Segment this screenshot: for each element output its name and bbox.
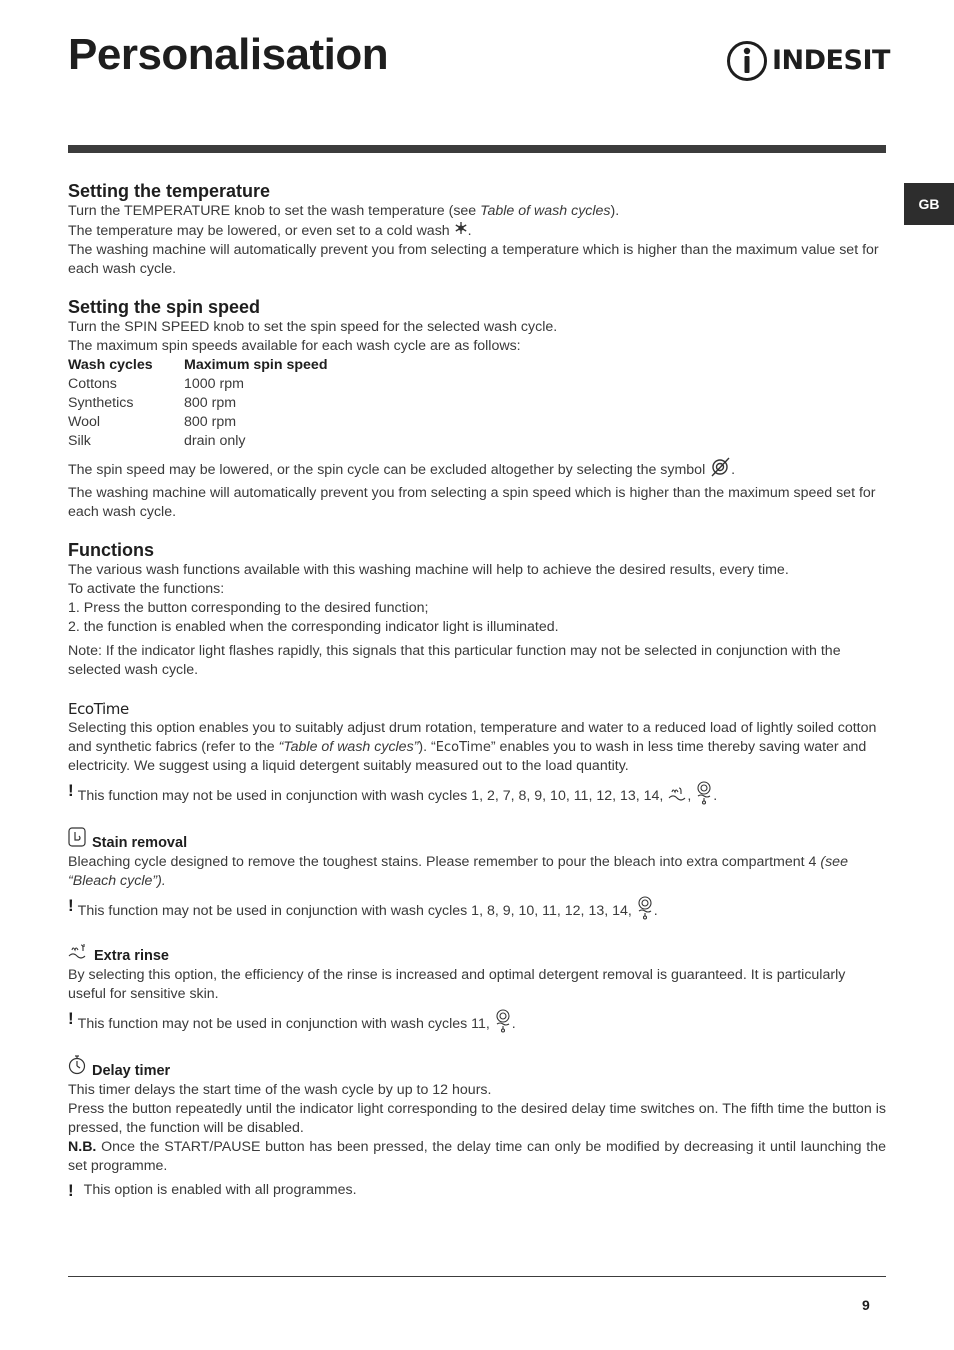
footer-divider	[68, 1276, 886, 1277]
delay-timer-header	[68, 1055, 886, 1081]
delay-timer-nb: N.B. Once the START/PAUSE button has been pressed, the delay time can only be modified by decreasing it until launching the set programme.	[68, 1139, 886, 1174]
language-tab: GB	[904, 183, 954, 225]
stain-removal-warning: ! This function may not be used in conjunction with wash cycles 1, 8, 9, 10, 11, 12, 13, 14, .	[68, 896, 886, 926]
stain-removal-header	[68, 827, 886, 853]
extra-rinse-heading: Extra rinse	[94, 948, 169, 964]
indesit-logo	[726, 40, 890, 82]
table-cell: Synthetics	[68, 395, 134, 411]
extra-rinse-paragraph: By selecting this option, the efficiency of the rinse is increased and optimal detergent removal is guaranteed. It is particularly useful for sensitive skin.	[68, 967, 846, 1002]
spin-paragraph-4: The washing machine will automatically prevent you from selecting a spin speed which is higher than the maximum speed set for each wash cycle.	[68, 485, 876, 520]
page-title: Personalisation	[68, 30, 389, 79]
stain-removal-icon	[68, 827, 86, 853]
spin-paragraph-3: The spin speed may be lowered, or the spin cycle can be excluded altogether by selecting the symbol .	[68, 456, 886, 484]
temperature-paragraph-2: The temperature may be lowered, or even set to a cold wash .	[68, 221, 886, 241]
table-cell: 800 rpm	[184, 414, 237, 430]
delay-timer-warning-text: This option is enabled with all programmes.	[83, 1182, 357, 1198]
table-cell: Cottons	[68, 376, 117, 392]
warning-icon: !	[68, 896, 74, 915]
extra-rinse-icon	[68, 942, 88, 966]
table-cell: 800 rpm	[184, 395, 237, 411]
functions-paragraph-1: The various wash functions available with this washing machine will help to achieve the desired results, every time.	[68, 562, 789, 578]
table-header: Maximum spin speed	[184, 357, 328, 373]
hand-wash-icon	[667, 784, 687, 808]
table-header: Wash cycles	[68, 357, 153, 373]
extra-rinse-warning: ! This function may not be used in conjunction with wash cycles 11, .	[68, 1009, 886, 1039]
functions-heading: Functions	[68, 540, 154, 560]
stain-removal-heading: Stain removal	[92, 835, 188, 851]
table-cell: drain only	[184, 433, 246, 449]
spin-paragraph-1: Turn the SPIN SPEED knob to set the spin speed for the selected wash cycle.	[68, 319, 558, 335]
table-cell: Wool	[68, 414, 101, 430]
delay-timer-heading: Delay timer	[92, 1063, 171, 1079]
ecotime-paragraph: Selecting this option enables you to suitably adjust drum rotation, temperature and water to a reduced load of lightly soiled cotton and synthetic fabrics (refer to the “Table of wash cycles”). “EcoTime” enables you to wash in less time thereby saving water and electricity. We suggest using a liquid detergent suitably measured out to the load quantity.	[68, 720, 877, 774]
spin-speed-table	[68, 356, 886, 451]
drain-icon	[636, 896, 654, 926]
temperature-paragraph-3: The washing machine will automatically prevent you from selecting a temperature which is higher than the maximum value set for each wash cycle.	[68, 242, 879, 277]
temperature-paragraph-1: Turn the TEMPERATURE knob to set the wash temperature (see Table of wash cycles).	[68, 203, 620, 219]
section-functions	[68, 539, 886, 1200]
delay-timer-paragraph-1: This timer delays the start time of the wash cycle by up to 12 hours.	[68, 1082, 492, 1098]
drain-icon	[695, 781, 713, 811]
stain-removal-paragraph: Bleaching cycle designed to remove the toughest stains. Please remember to pour the bleach into extra compartment 4 (see “Bleach cycle”).	[68, 854, 848, 889]
functions-paragraph-2: To activate the functions:	[68, 581, 225, 597]
drain-icon	[494, 1009, 512, 1039]
timer-icon	[68, 1055, 86, 1081]
table-cell: 1000 rpm	[184, 376, 244, 392]
functions-step-2: 2. the function is enabled when the corresponding indicator light is illuminated.	[68, 619, 559, 635]
brand-name: INDESIT	[772, 45, 890, 76]
no-spin-icon	[709, 456, 731, 484]
warning-icon: !	[68, 1009, 74, 1028]
warning-icon: !	[68, 1181, 74, 1200]
ecotime-label: EcoTime	[68, 700, 129, 718]
header-divider	[68, 145, 886, 153]
functions-step-1: 1. Press the button corresponding to the desired function;	[68, 600, 429, 616]
page-number: 9	[862, 1297, 870, 1313]
spin-heading: Setting the spin speed	[68, 297, 261, 317]
delay-timer-warning	[68, 1181, 886, 1200]
brand-mark-icon	[726, 40, 768, 82]
temperature-heading: Setting the temperature	[68, 181, 271, 201]
ecotime-warning: ! This function may not be used in conjunction with wash cycles 1, 2, 7, 8, 9, 10, 11, 12, 13, 14, , .	[68, 781, 886, 811]
section-temperature	[68, 180, 886, 279]
table-cell: Silk	[68, 433, 91, 449]
functions-note: Note: If the indicator light flashes rapidly, this signals that this particular function may not be selected in conjunction with the selected wash cycle.	[68, 643, 841, 678]
extra-rinse-header	[68, 942, 886, 966]
spin-paragraph-2: The maximum spin speeds available for each wash cycle are as follows:	[68, 338, 521, 354]
delay-timer-paragraph-2: Press the button repeatedly until the indicator light corresponding to the desired delay time switches on. The fifth time the button is pressed, the function will be disabled.	[68, 1101, 886, 1136]
snowflake-icon	[454, 221, 468, 241]
section-spin-speed	[68, 296, 886, 522]
warning-icon: !	[68, 781, 74, 800]
main-content	[68, 180, 886, 1200]
